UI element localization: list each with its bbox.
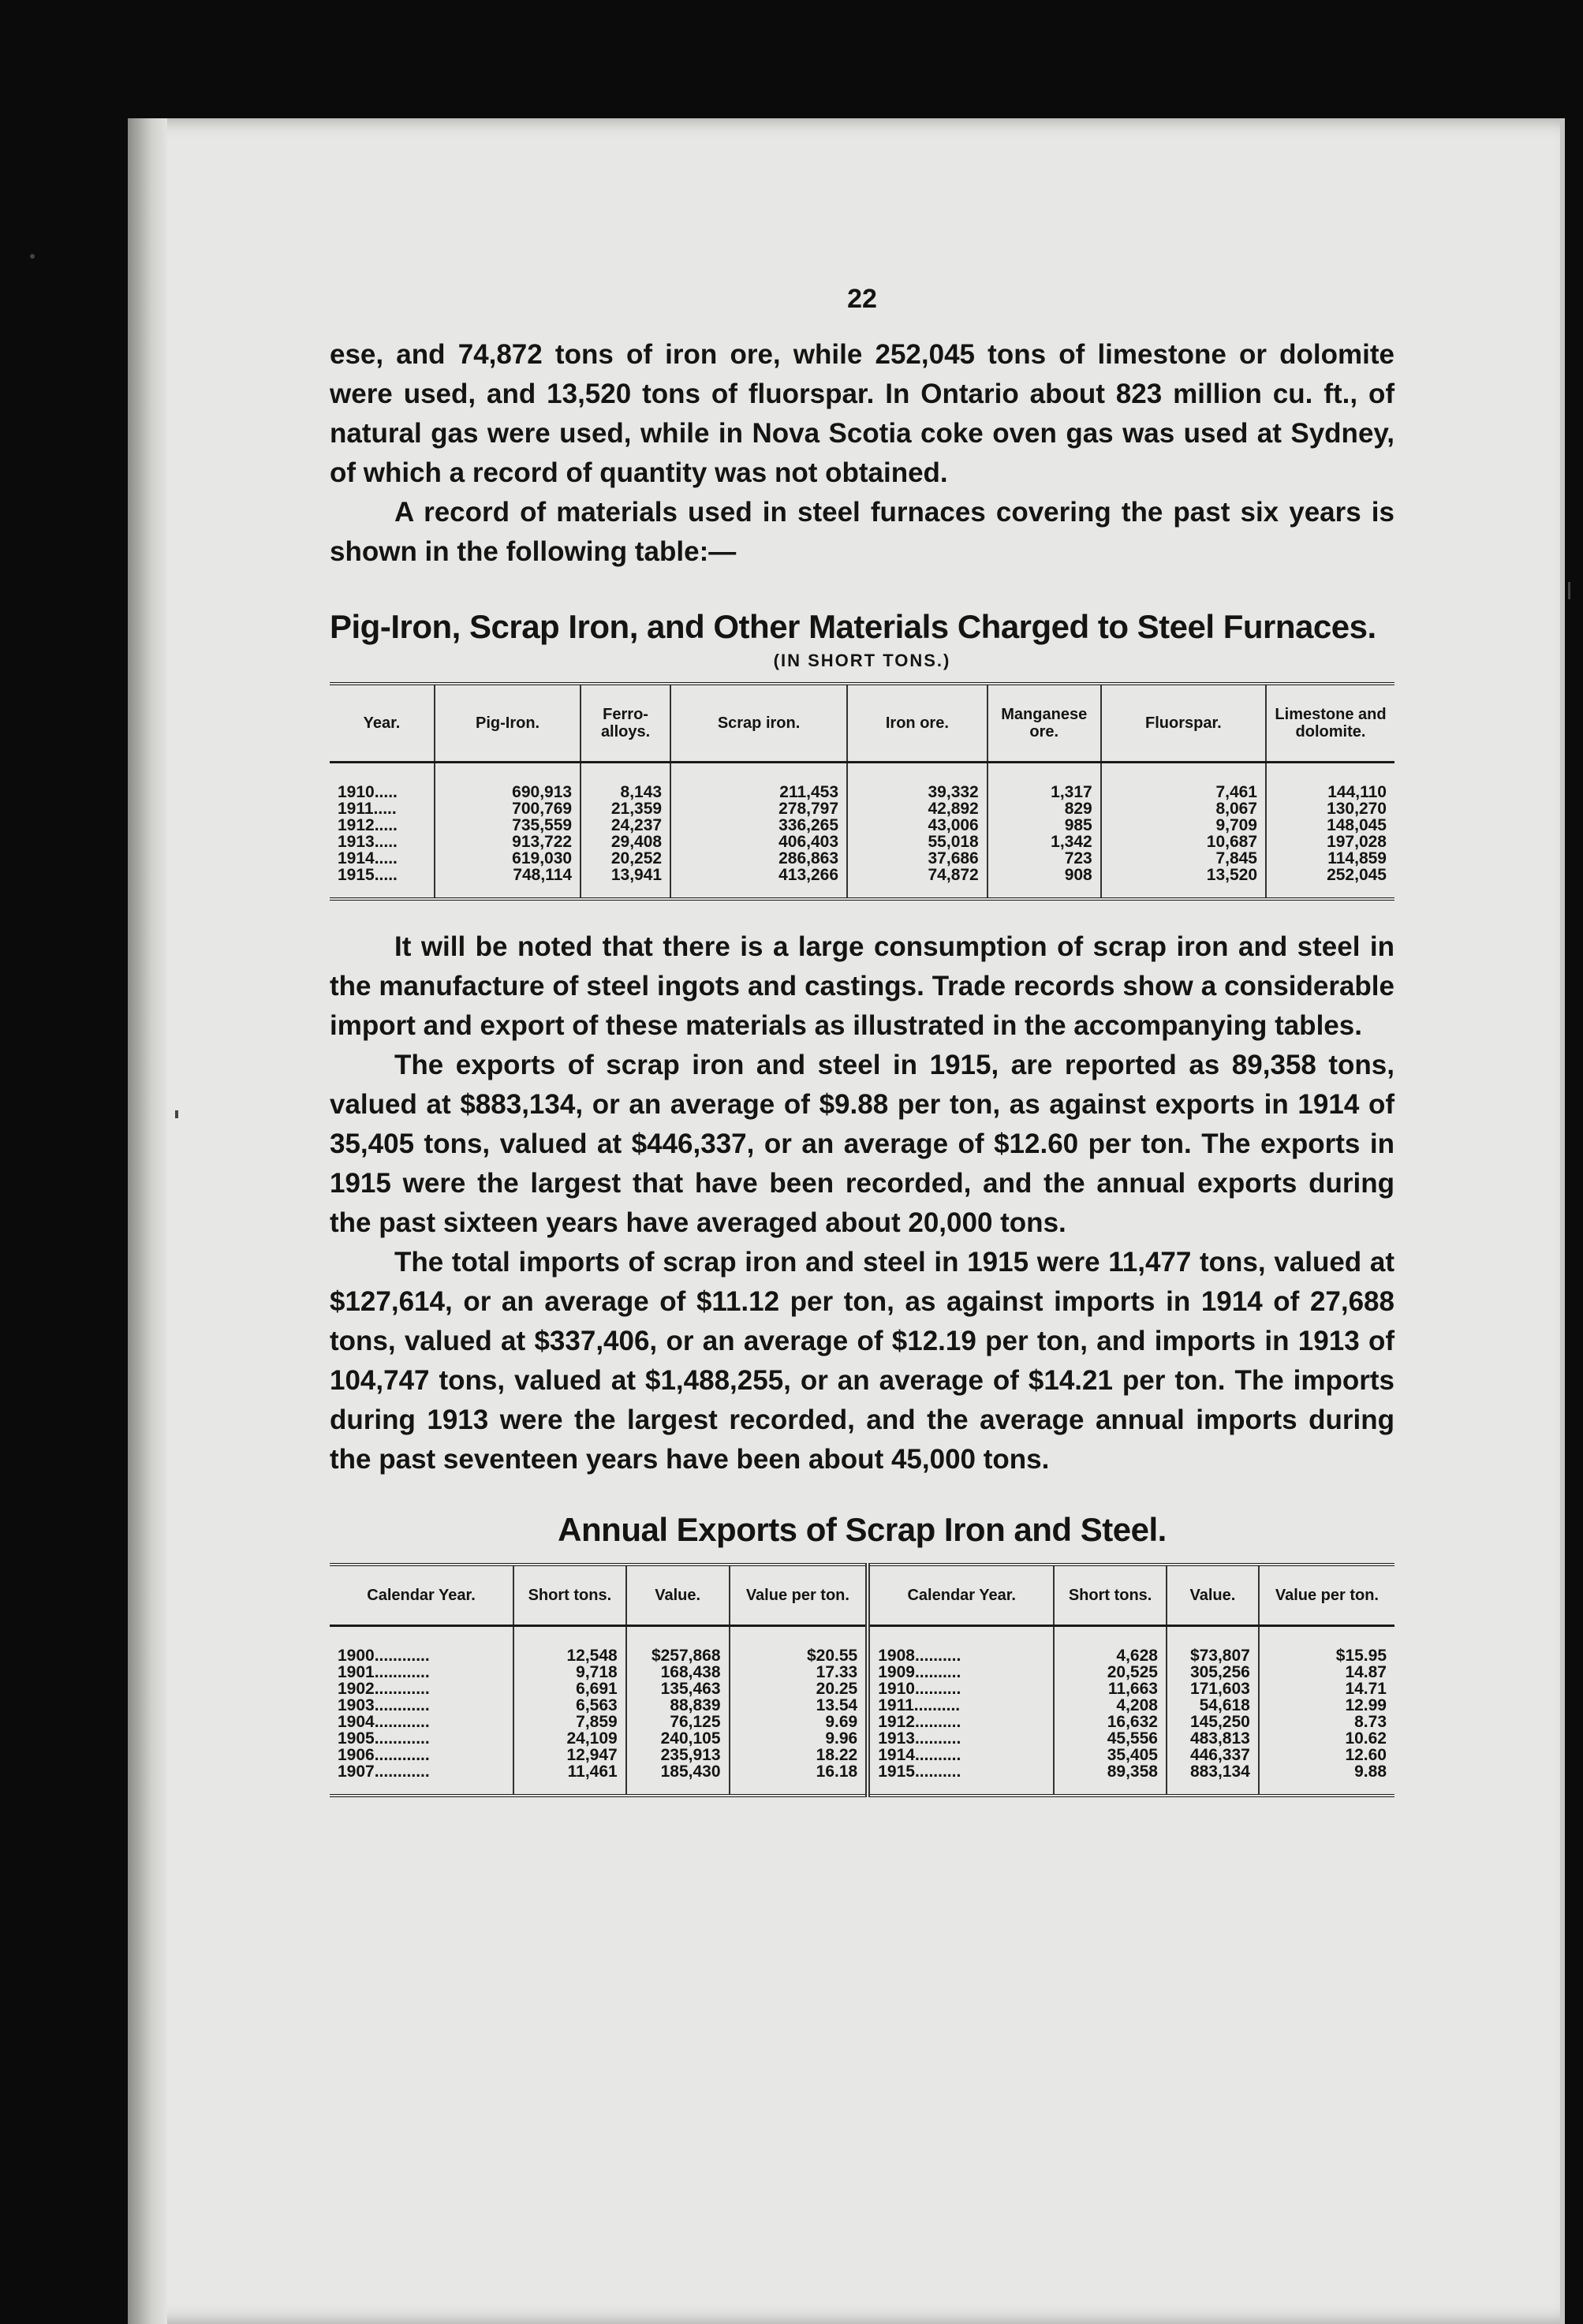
table-row	[330, 763, 1394, 801]
scrap-exports-table	[330, 1563, 1394, 1797]
cell-fluorspar: 9,709	[1101, 817, 1266, 834]
cell-short-tons: 24,109	[513, 1730, 626, 1747]
cell-short-tons: 20,525	[1054, 1664, 1167, 1681]
steel-furnace-materials-table	[330, 682, 1394, 901]
cell-limestone: 130,270	[1327, 800, 1387, 818]
cell-scrap-iron: 413,266	[670, 867, 847, 899]
cell-value: 171,603	[1167, 1681, 1259, 1697]
cell-short-tons: 89,358	[1054, 1763, 1167, 1796]
table-row	[330, 817, 1394, 834]
cell-short-tons: 35,405	[1054, 1747, 1167, 1763]
cell-limestone: 197,028	[1327, 833, 1387, 851]
cell-value-per-ton: 13.54	[730, 1697, 868, 1714]
cell-limestone: 144,110	[1327, 783, 1387, 801]
cell-manganese-ore: 829	[988, 800, 1101, 817]
cell-value: 88,839	[626, 1697, 730, 1714]
cell-short-tons: 11,663	[1054, 1681, 1167, 1697]
table-row	[330, 800, 1394, 817]
cell-value: $257,868	[626, 1626, 730, 1665]
scan-speck	[30, 254, 35, 259]
cell-short-tons: 11,461	[513, 1763, 626, 1796]
cell-ferro-alloys: 29,408	[581, 834, 670, 850]
cell-year: 1913.....	[330, 834, 435, 850]
cell-value-per-ton: 9.88	[1354, 1763, 1387, 1781]
cell-scrap-iron: 336,265	[670, 817, 847, 834]
cell-iron-ore: 37,686	[847, 850, 988, 867]
cell-value: 240,105	[626, 1730, 730, 1747]
cell-fluorspar: 7,845	[1101, 850, 1266, 867]
cell-year: 1903............	[330, 1697, 513, 1714]
cell-year: 1910.....	[330, 763, 435, 801]
cell-short-tons: 12,947	[513, 1747, 626, 1763]
cell-short-tons: 4,208	[1054, 1697, 1167, 1714]
cell-pig-iron: 748,114	[435, 867, 581, 899]
col-value-per-ton-2: Value per ton.	[1259, 1565, 1394, 1626]
paragraph-continued: ese, and 74,872 tons of iron ore, while 252,045 tons of limestone or dolomite were used, and 13,520 tons of fluorspar. In Ontario about 823 million cu. ft., of natural gas were used, while in Nova Scotia coke oven gas was used at Sydney, of which a record of quantity was not obtained.	[330, 339, 1394, 488]
cell-scrap-iron: 211,453	[670, 763, 847, 801]
cell-value-per-ton: 9.69	[730, 1714, 868, 1730]
table1-title: Pig-Iron, Scrap Iron, and Other Materials Charged to Steel Furnaces.	[330, 608, 1376, 645]
cell-year: 1914.....	[330, 850, 435, 867]
cell-iron-ore: 42,892	[847, 800, 988, 817]
cell-fluorspar: 10,687	[1101, 834, 1266, 850]
cell-year: 1911..........	[868, 1697, 1054, 1714]
cell-value: 883,134	[1167, 1763, 1259, 1796]
page-right-edge	[1560, 118, 1565, 2324]
page-content	[330, 284, 1394, 1797]
col-short-tons-2: Short tons.	[1054, 1565, 1167, 1626]
cell-pig-iron: 690,913	[435, 763, 581, 801]
scan-speck	[1568, 582, 1570, 599]
cell-value-per-ton: 9.96	[730, 1730, 868, 1747]
scan-speck	[175, 1110, 178, 1118]
cell-iron-ore: 55,018	[847, 834, 988, 850]
table-row	[330, 1664, 1394, 1681]
cell-year: 1904............	[330, 1714, 513, 1730]
cell-value: 446,337	[1167, 1747, 1259, 1763]
cell-pig-iron: 913,722	[435, 834, 581, 850]
table-row	[330, 867, 1394, 899]
col-iron-ore: Iron ore.	[847, 684, 988, 763]
col-scrap-iron: Scrap iron.	[670, 684, 847, 763]
cell-limestone: 252,045	[1327, 866, 1387, 884]
cell-ferro-alloys: 24,237	[581, 817, 670, 834]
cell-value-per-ton: 18.22	[730, 1747, 868, 1763]
page-spine-shadow	[128, 118, 167, 2324]
col-value: Value.	[626, 1565, 730, 1626]
cell-value-per-ton: 20.25	[730, 1681, 868, 1697]
cell-year: 1913..........	[868, 1730, 1054, 1747]
cell-short-tons: 6,563	[513, 1697, 626, 1714]
cell-value-per-ton: $15.95	[1335, 1647, 1387, 1665]
col-calendar-year-2: Calendar Year.	[868, 1565, 1054, 1626]
cell-value-per-ton: $20.55	[730, 1626, 868, 1665]
table-header-row	[330, 1565, 1394, 1626]
cell-year: 1911.....	[330, 800, 435, 817]
cell-manganese-ore: 985	[988, 817, 1101, 834]
col-calendar-year: Calendar Year.	[330, 1565, 513, 1626]
cell-scrap-iron: 278,797	[670, 800, 847, 817]
col-pig-iron: Pig-Iron.	[435, 684, 581, 763]
col-short-tons: Short tons.	[513, 1565, 626, 1626]
table-row	[330, 1697, 1394, 1714]
cell-short-tons: 6,691	[513, 1681, 626, 1697]
col-limestone-dolomite: Limestone and dolomite.	[1266, 684, 1394, 763]
cell-value-per-ton: 14.71	[1345, 1680, 1387, 1698]
cell-value: 76,125	[626, 1714, 730, 1730]
col-year: Year.	[330, 684, 435, 763]
cell-manganese-ore: 1,317	[988, 763, 1101, 801]
table2-title: Annual Exports of Scrap Iron and Steel.	[558, 1511, 1167, 1548]
table-row	[330, 1626, 1394, 1665]
table-row	[330, 1714, 1394, 1730]
cell-value: 145,250	[1167, 1714, 1259, 1730]
cell-value: 168,438	[626, 1664, 730, 1681]
col-manganese-ore: Manganese ore.	[988, 684, 1101, 763]
spacer	[330, 901, 1394, 927]
cell-limestone: 114,859	[1327, 849, 1387, 867]
cell-pig-iron: 700,769	[435, 800, 581, 817]
cell-pig-iron: 619,030	[435, 850, 581, 867]
cell-short-tons: 4,628	[1054, 1626, 1167, 1665]
cell-iron-ore: 39,332	[847, 763, 988, 801]
cell-year: 1915..........	[868, 1763, 1054, 1796]
table-row	[330, 1730, 1394, 1747]
table-row	[330, 850, 1394, 867]
table-row	[330, 1747, 1394, 1763]
cell-value: 135,463	[626, 1681, 730, 1697]
cell-short-tons: 45,556	[1054, 1730, 1167, 1747]
cell-year: 1901............	[330, 1664, 513, 1681]
cell-year: 1910..........	[868, 1681, 1054, 1697]
paragraph-imports: The total imports of scrap iron and steel in 1915 were 11,477 tons, valued at $127,614, or an average of $11.12 per ton, as against imports in 1914 of 27,688 tons, valued at $337,406, or an average of $12.19 per ton, and imports in 1913 of 104,747 tons, valued at $1,488,255, or an average of $14.21 per ton. The imports during 1913 were the largest recorded, and the average annual imports during the past seventeen years have been about 45,000 tons.	[330, 1247, 1394, 1475]
paragraph-consumption: It will be noted that there is a large consumption of scrap iron and steel in the manufacture of steel ingots and castings. Trade records show a considerable import and export of these materials as illustrated in the accompanying tables.	[330, 931, 1394, 1041]
cell-ferro-alloys: 20,252	[581, 850, 670, 867]
cell-manganese-ore: 723	[988, 850, 1101, 867]
cell-manganese-ore: 1,342	[988, 834, 1101, 850]
cell-year: 1902............	[330, 1681, 513, 1697]
cell-ferro-alloys: 13,941	[581, 867, 670, 899]
cell-ferro-alloys: 21,359	[581, 800, 670, 817]
cell-value: 185,430	[626, 1763, 730, 1796]
cell-fluorspar: 8,067	[1101, 800, 1266, 817]
table-header-row	[330, 684, 1394, 763]
cell-scrap-iron: 406,403	[670, 834, 847, 850]
cell-iron-ore: 43,006	[847, 817, 988, 834]
cell-year: 1914..........	[868, 1747, 1054, 1763]
cell-year: 1908..........	[868, 1626, 1054, 1665]
cell-ferro-alloys: 8,143	[581, 763, 670, 801]
cell-short-tons: 12,548	[513, 1626, 626, 1665]
cell-iron-ore: 74,872	[847, 867, 988, 899]
col-ferro-alloys: Ferro-alloys.	[581, 684, 670, 763]
cell-value-per-ton: 12.60	[1345, 1746, 1387, 1764]
cell-year: 1900............	[330, 1626, 513, 1665]
page-number: 22	[847, 284, 877, 314]
cell-year: 1907............	[330, 1763, 513, 1796]
cell-scrap-iron: 286,863	[670, 850, 847, 867]
cell-year: 1915.....	[330, 867, 435, 899]
table1-units: (IN SHORT TONS.)	[773, 651, 951, 670]
cell-limestone: 148,045	[1327, 816, 1387, 834]
col-value-2: Value.	[1167, 1565, 1259, 1626]
table-row	[330, 1681, 1394, 1697]
cell-short-tons: 7,859	[513, 1714, 626, 1730]
cell-value: 54,618	[1167, 1697, 1259, 1714]
table-row	[330, 834, 1394, 850]
cell-value-per-ton: 12.99	[1345, 1696, 1387, 1714]
cell-value: $73,807	[1167, 1626, 1259, 1665]
table-row	[330, 1763, 1394, 1796]
cell-year: 1909..........	[868, 1664, 1054, 1681]
paragraph-intro-table: A record of materials used in steel furnaces covering the past six years is shown in the following table:—	[330, 497, 1394, 567]
cell-value: 235,913	[626, 1747, 730, 1763]
paragraph-exports: The exports of scrap iron and steel in 1915, are reported as 89,358 tons, valued at $883,134, or an average of $9.88 per ton, as against exports in 1914 of 35,405 tons, valued at $446,337, or an average of $12.60 per ton. The exports in 1915 were the largest that have been recorded, and the annual exports during the past sixteen years have averaged about 20,000 tons.	[330, 1050, 1394, 1238]
cell-value: 483,813	[1167, 1730, 1259, 1747]
cell-value-per-ton: 16.18	[730, 1763, 868, 1796]
cell-year: 1912.....	[330, 817, 435, 834]
cell-manganese-ore: 908	[988, 867, 1101, 899]
col-value-per-ton: Value per ton.	[730, 1565, 868, 1626]
cell-year: 1905............	[330, 1730, 513, 1747]
cell-fluorspar: 13,520	[1101, 867, 1266, 899]
cell-pig-iron: 735,559	[435, 817, 581, 834]
cell-value-per-ton: 10.62	[1345, 1729, 1387, 1748]
cell-fluorspar: 7,461	[1101, 763, 1266, 801]
cell-value: 305,256	[1167, 1664, 1259, 1681]
cell-value-per-ton: 17.33	[730, 1664, 868, 1681]
cell-year: 1906............	[330, 1747, 513, 1763]
cell-value-per-ton: 14.87	[1345, 1663, 1387, 1681]
cell-short-tons: 9,718	[513, 1664, 626, 1681]
cell-value-per-ton: 8.73	[1354, 1713, 1387, 1731]
col-fluorspar: Fluorspar.	[1101, 684, 1266, 763]
cell-short-tons: 16,632	[1054, 1714, 1167, 1730]
cell-year: 1912..........	[868, 1714, 1054, 1730]
